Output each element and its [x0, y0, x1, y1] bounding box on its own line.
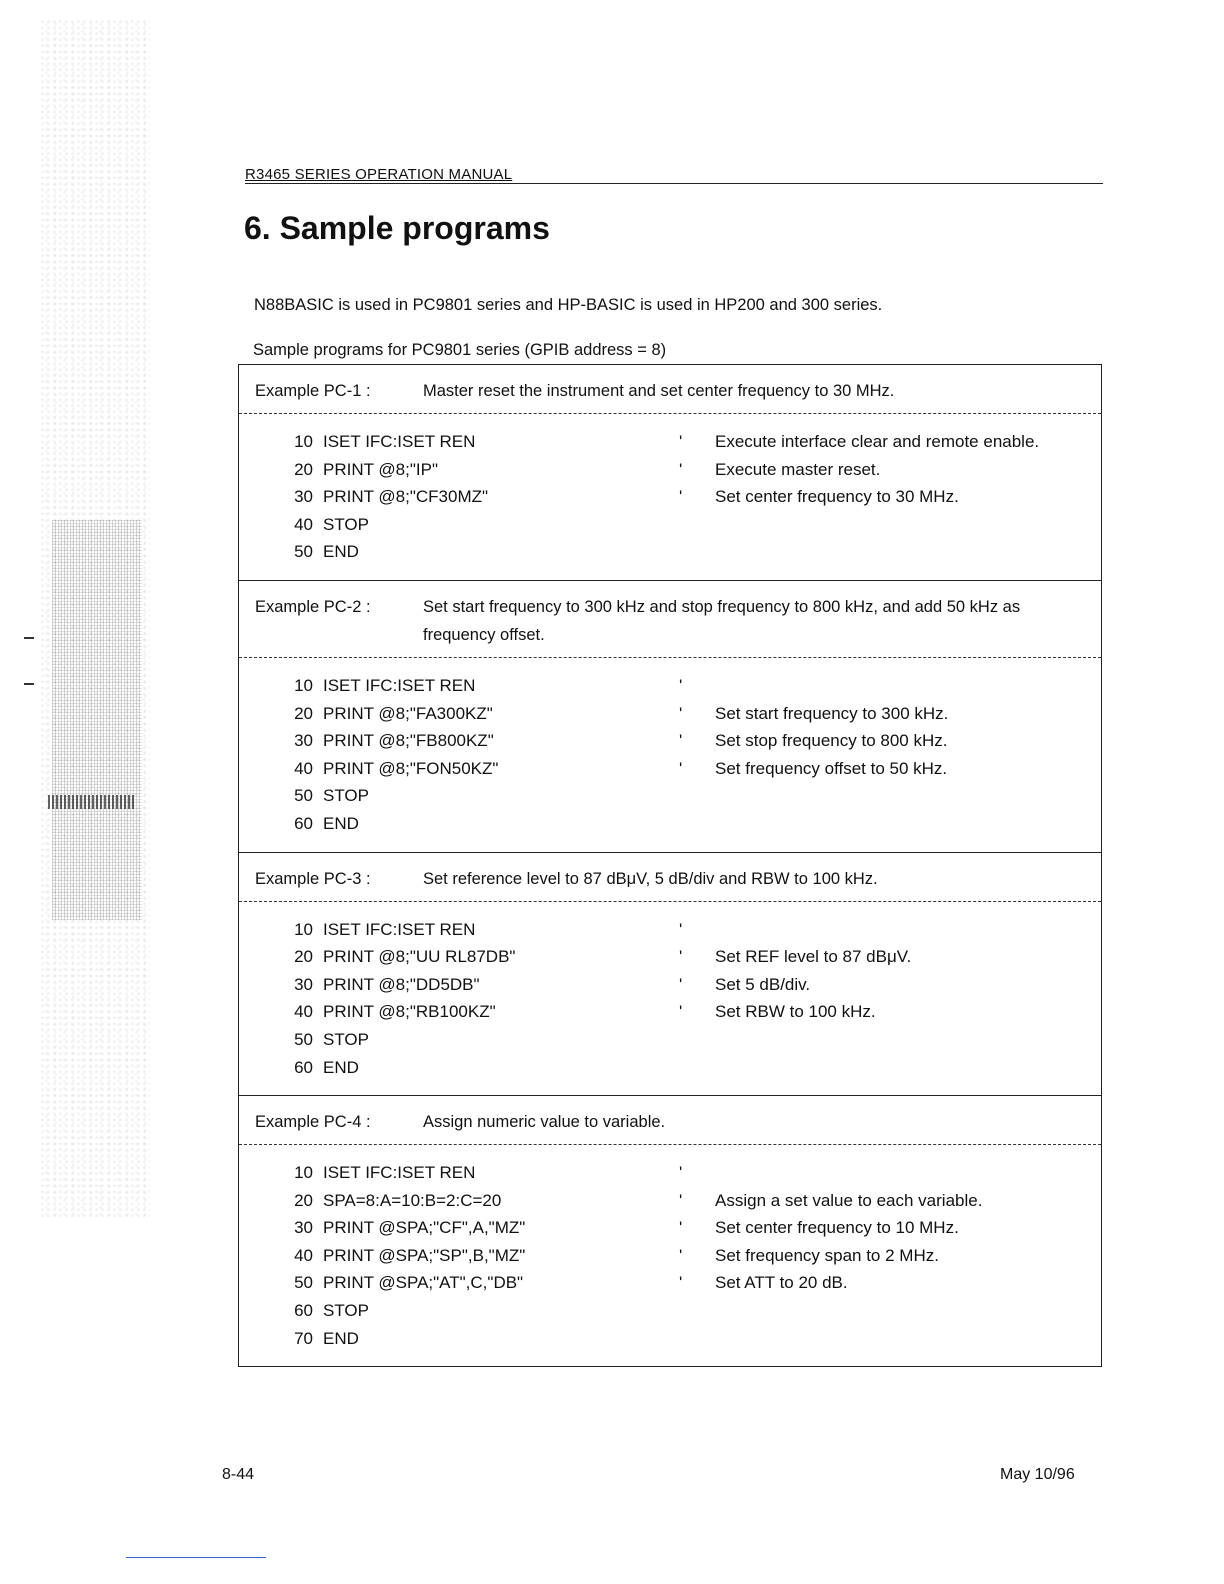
- code-comment: [715, 672, 1101, 700]
- comment-mark: [679, 511, 715, 539]
- code-line: [239, 1214, 1101, 1242]
- code-comment: Set RBW to 100 kHz.: [715, 1002, 876, 1022]
- line-number: 40: [294, 1245, 313, 1265]
- comment-mark: ': [679, 675, 683, 695]
- code-statement: PRINT @SPA;"CF",A,"MZ": [323, 1218, 526, 1238]
- line-number: 70: [294, 1328, 313, 1348]
- comment-mark: ': [679, 487, 683, 507]
- line-number: 30: [294, 1218, 313, 1238]
- code-comment: Set frequency offset to 50 kHz.: [715, 758, 948, 778]
- code-comment: Set center frequency to 10 MHz.: [715, 1218, 959, 1238]
- line-number: 30: [294, 731, 313, 751]
- line-number: 20: [294, 947, 313, 967]
- code-statement: END: [323, 1057, 359, 1077]
- comment-mark: ': [679, 432, 683, 451]
- code-statement: PRINT @8;"CF30MZ": [323, 487, 489, 507]
- line-number: 10: [294, 919, 313, 939]
- comment-mark: ': [679, 974, 683, 994]
- code-line: [239, 755, 1101, 783]
- sub-intro-paragraph: Sample programs for PC9801 series (GPIB address = 8): [253, 341, 667, 359]
- example-description: Set reference level to 87 dBμV, 5 dB/div and RBW to 100 kHz.: [423, 869, 878, 888]
- code-comment: [715, 916, 1101, 944]
- comment-mark: ': [679, 758, 683, 778]
- code-statement: PRINT @8;"FB800KZ": [323, 731, 494, 751]
- comment-mark: ': [679, 459, 683, 479]
- code-line: [239, 483, 1101, 511]
- code-comment: Set start frequency to 300 kHz.: [715, 703, 949, 723]
- scan-band: [48, 795, 136, 809]
- example-header: [239, 365, 1101, 414]
- code-statement: PRINT @8;"RB100KZ": [323, 1002, 496, 1022]
- code-statement: SPA=8:A=10:B=2:C=20: [323, 1190, 502, 1210]
- examples-box: [238, 364, 1102, 1367]
- comment-mark: ': [679, 919, 683, 939]
- code-statement: PRINT @SPA;"AT",C,"DB": [323, 1273, 524, 1293]
- line-number: 50: [294, 1273, 313, 1293]
- code-line: [239, 1026, 1101, 1054]
- example-pc2: [239, 580, 1101, 852]
- line-number: 40: [294, 758, 313, 778]
- line-number: 30: [294, 974, 313, 994]
- code-comment: Set center frequency to 30 MHz.: [715, 487, 959, 507]
- code-line: [239, 1159, 1101, 1187]
- code-comment: Set 5 dB/div.: [715, 974, 811, 994]
- code-line: [239, 1242, 1101, 1270]
- comment-mark: ': [679, 1163, 683, 1183]
- code-statement: STOP: [323, 786, 369, 806]
- comment-mark: [679, 1297, 715, 1325]
- comment-mark: ': [679, 703, 683, 723]
- code-comment: [715, 1297, 1101, 1325]
- line-number: 10: [294, 432, 313, 451]
- revision-date: May 10/96: [1000, 1466, 1075, 1483]
- example-label: Example PC-4 :: [255, 1113, 371, 1132]
- example-pc1: [239, 365, 1101, 580]
- comment-mark: [679, 810, 715, 838]
- code-listing: [239, 414, 1101, 580]
- example-header: [239, 581, 1101, 658]
- comment-mark: [679, 782, 715, 810]
- comment-mark: [679, 1026, 715, 1054]
- code-line: [239, 672, 1101, 700]
- example-pc3: [239, 852, 1101, 1096]
- intro-paragraph: N88BASIC is used in PC9801 series and HP-BASIC is used in HP200 and 300 series.: [254, 296, 883, 314]
- line-number: 40: [294, 1002, 313, 1022]
- code-comment: [715, 538, 1101, 566]
- scan-shadow: [52, 520, 142, 920]
- code-comment: [715, 1026, 1101, 1054]
- code-listing: [239, 658, 1101, 852]
- example-label: Example PC-2 :: [255, 597, 371, 616]
- example-label: Example PC-3 :: [255, 869, 371, 888]
- code-statement: PRINT @8;"FA300KZ": [323, 703, 493, 723]
- code-comment: [715, 1054, 1101, 1082]
- line-number: 50: [294, 786, 313, 806]
- code-statement: ISET IFC:ISET REN: [323, 675, 476, 695]
- comment-mark: ': [679, 1002, 683, 1022]
- code-comment: Execute master reset.: [715, 459, 881, 479]
- code-comment: [715, 1159, 1101, 1187]
- comment-mark: [679, 1325, 715, 1353]
- line-number: 10: [294, 675, 313, 695]
- line-number: 50: [294, 1029, 313, 1049]
- code-statement: ISET IFC:ISET REN: [323, 432, 476, 451]
- comment-mark: ': [679, 1245, 683, 1265]
- code-comment: Set frequency span to 2 MHz.: [715, 1245, 939, 1265]
- code-line: [239, 916, 1101, 944]
- scan-mark: [24, 637, 34, 639]
- code-line: [239, 1187, 1101, 1215]
- example-description: Set start frequency to 300 kHz and stop frequency to 800 kHz, and add 50 kHz as frequency offset.: [423, 597, 1021, 644]
- code-statement: PRINT @8;"UU RL87DB": [323, 947, 516, 967]
- code-statement: END: [323, 1328, 359, 1348]
- comment-mark: ': [679, 1273, 683, 1293]
- code-comment: [715, 810, 1101, 838]
- code-statement: STOP: [323, 1301, 369, 1321]
- comment-mark: ': [679, 1190, 683, 1210]
- code-comment: [715, 511, 1101, 539]
- line-number: 30: [294, 487, 313, 507]
- example-pc4: [239, 1095, 1101, 1366]
- code-statement: PRINT @SPA;"SP",B,"MZ": [323, 1245, 526, 1265]
- comment-mark: ': [679, 947, 683, 967]
- line-number: 20: [294, 1190, 313, 1210]
- bottom-rule: [126, 1557, 266, 1558]
- code-statement: PRINT @8;"IP": [323, 459, 438, 479]
- header-rule: [245, 183, 1103, 184]
- page-number: 8-44: [222, 1466, 255, 1483]
- example-description: Assign numeric value to variable.: [423, 1113, 666, 1132]
- code-comment: Set REF level to 87 dBμV.: [715, 947, 912, 967]
- code-statement: STOP: [323, 514, 369, 534]
- code-comment: Set stop frequency to 800 kHz.: [715, 731, 948, 751]
- code-line: [239, 511, 1101, 539]
- code-statement: STOP: [323, 1029, 369, 1049]
- line-number: 60: [294, 1057, 313, 1077]
- code-line: [239, 810, 1101, 838]
- code-comment: Assign a set value to each variable.: [715, 1190, 983, 1210]
- scan-mark: [24, 683, 34, 685]
- code-line: [239, 428, 1101, 456]
- code-line: [239, 538, 1101, 566]
- section-title: 6. Sample programs: [244, 210, 550, 246]
- comment-mark: ': [679, 731, 683, 751]
- example-label: Example PC-1 :: [255, 382, 371, 400]
- code-comment: [715, 782, 1101, 810]
- code-statement: ISET IFC:ISET REN: [323, 1163, 476, 1183]
- code-line: [239, 1325, 1101, 1353]
- line-number: 10: [294, 1163, 313, 1183]
- code-line: [239, 971, 1101, 999]
- comment-mark: [679, 1054, 715, 1082]
- code-statement: PRINT @8;"FON50KZ": [323, 758, 499, 778]
- code-line: [239, 998, 1101, 1026]
- line-number: 50: [294, 542, 313, 562]
- line-number: 60: [294, 813, 313, 833]
- code-line: [239, 727, 1101, 755]
- code-line: [239, 1054, 1101, 1082]
- comment-mark: [679, 538, 715, 566]
- code-statement: END: [323, 542, 359, 562]
- code-line: [239, 782, 1101, 810]
- line-number: 60: [294, 1301, 313, 1321]
- code-statement: PRINT @8;"DD5DB": [323, 974, 480, 994]
- code-line: [239, 943, 1101, 971]
- line-number: 20: [294, 703, 313, 723]
- code-line: [239, 456, 1101, 484]
- code-listing: [239, 902, 1101, 1096]
- code-statement: ISET IFC:ISET REN: [323, 919, 476, 939]
- line-number: 20: [294, 459, 313, 479]
- code-listing: [239, 1145, 1101, 1366]
- example-header: [239, 1096, 1101, 1145]
- code-line: [239, 1269, 1101, 1297]
- example-header: [239, 853, 1101, 902]
- code-line: [239, 700, 1101, 728]
- example-description: Master reset the instrument and set center frequency to 30 MHz.: [423, 382, 895, 400]
- running-header: R3465 SERIES OPERATION MANUAL: [245, 166, 513, 183]
- line-number: 40: [294, 514, 313, 534]
- code-comment: [715, 1325, 1101, 1353]
- code-comment: Execute interface clear and remote enable.: [715, 432, 1040, 451]
- comment-mark: ': [679, 1218, 683, 1238]
- code-comment: Set ATT to 20 dB.: [715, 1273, 848, 1293]
- code-line: [239, 1297, 1101, 1325]
- code-statement: END: [323, 813, 359, 833]
